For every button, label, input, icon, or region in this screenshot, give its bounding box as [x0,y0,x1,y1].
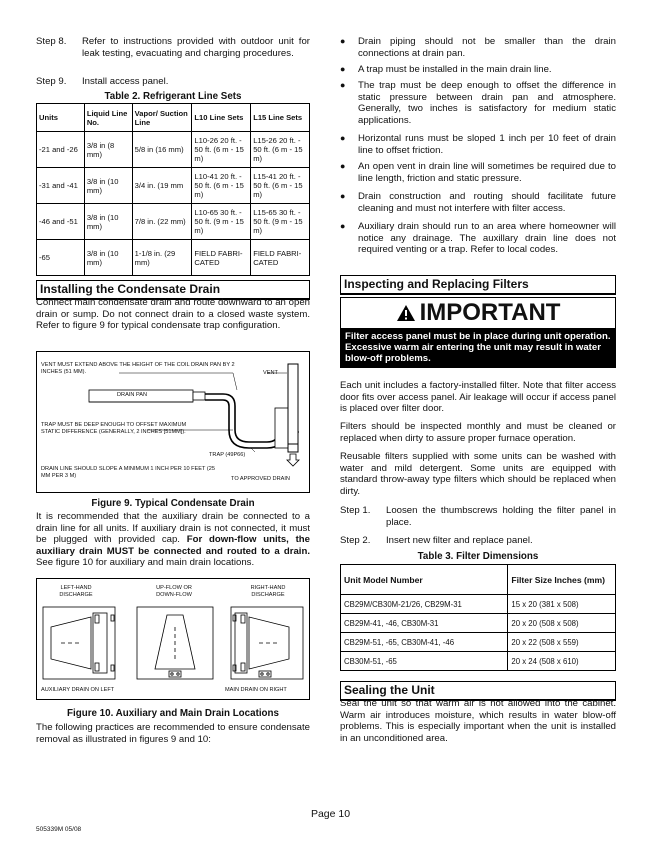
step-number: Step 2. [340,535,371,546]
bullet-dot: ● [340,191,346,201]
table-cell: L15-26 20 ft. - 50 ft. (6 m - 15 m) [251,132,310,168]
table-cell: CB29M/CB30M-21/26, CB29M-31 [341,595,508,614]
table-cell: CB30M-51, -65 [341,652,508,671]
table-cell: 3/8 in (10 mm) [84,204,132,240]
table-2-caption: Table 2. Refrigerant Line Sets [104,91,242,102]
bullet-text: Drain piping should not be smaller than the drain connections at drain pan. [358,36,616,59]
table-cell: -31 and -41 [37,168,85,204]
page-number: Page 10 [310,808,351,820]
condensate-intro: Connect main condensate drain and route downward to an open drain or sump. Do not connect drain to a closed waste system. Refer to figure 9 for typical condensate trap configuration. [36,297,310,332]
table-header: L10 Line Sets [192,104,251,132]
table-cell: FIELD FABRI- CATED [192,240,251,276]
table-header: Vapor/ Suction Line [132,104,192,132]
practices-paragraph: The following practices are recommended to ensure condensate removal as illustrated in figures 9 and 10: [36,722,310,745]
bullet-text: Auxiliary drain should run to an area where homeowner will notice any drainage. The auxillary drain line does not required venting or a trap. Refer to local codes. [358,221,616,256]
sealing-text: Seal the unit so that warm air is not allowed into the cabinet. Warm air introduces moisture, which results in water blow-off problems. This is especially important when the unit is installed in an unconditioned area. [340,698,616,744]
table-cell: L10-65 30 ft. - 50 ft. (9 m - 15 m) [192,204,251,240]
table-cell: 15 x 20 (381 x 508) [508,595,616,614]
table-header: Filter Size Inches (mm) [508,565,616,595]
table-cell: CB29M-51, -65, CB30M-41, -46 [341,633,508,652]
table-row [37,204,310,240]
slope-note-label: DRAIN LINE SHOULD SLOPE A MINIMUM 1 INCH PER 10 FEET (25 MM PER 3 M) [41,466,215,479]
table-header: Unit Model Number [341,565,508,595]
bullet-dot: ● [340,221,346,231]
vent-label: VENT [263,370,278,376]
warning-icon [396,304,416,322]
bullet-dot: ● [340,36,346,46]
table-cell: CB29M-41, -46, CB30M-31 [341,614,508,633]
step-text: Loosen the thumbscrews holding the filter panel in place. [386,505,616,528]
table-header: L15 Line Sets [251,104,310,132]
table-cell: 3/8 in (10 mm) [84,168,132,204]
aux-text-normal: It is recommended that the auxiliary drain be connected to a drain line for all units. If auxiliary drain is not connected, it must be plugged with provided cap. [36,511,310,546]
table-cell: 20 x 20 (508 x 508) [508,614,616,633]
table-row [37,168,310,204]
table-cell: 3/4 in. (19 mm [132,168,192,204]
auxiliary-drain-paragraph [36,511,310,569]
trap-label: TRAP (49P66) [209,452,246,458]
table-cell: 1-1/8 in. (29 mm) [132,240,192,276]
upflow-downflow-label: UP-FLOW OR DOWN-FLOW [156,585,192,598]
table-3-caption: Table 3. Filter Dimensions [417,551,539,562]
filter-para-1: Each unit includes a factory-installed filter. Note that filter access door fits over access panel. Air leakage will occur if access panel is placed over filter door. [340,380,616,415]
main-drain-right-label: MAIN DRAIN ON RIGHT [225,687,287,693]
table-cell: -65 [37,240,85,276]
figure-9-caption: Figure 9. Typical Condensate Drain [91,498,255,509]
table-cell: FIELD FABRI- CATED [251,240,310,276]
table-row [341,652,616,671]
step-text: Refer to instructions provided with outdoor unit for leak testing, evacuating and charging procedures. [82,36,310,59]
table-cell: -46 and -51 [37,204,85,240]
condensate-drain-heading: Installing the Condensate Drain [36,280,310,300]
filter-para-2: Filters should be inspected monthly and must be cleaned or replaced when dirty to assure proper furnace operation. [340,421,616,444]
step-text: Install access panel. [82,76,169,87]
right-hand-discharge-label: RIGHT-HAND DISCHARGE [250,585,286,598]
table-header: Liquid Line No. [84,104,132,132]
left-hand-discharge-label: LEFT-HAND DISCHARGE [59,585,93,598]
table-row [37,132,310,168]
table-cell: 20 x 24 (508 x 610) [508,652,616,671]
bullet-dot: ● [340,161,346,171]
figure-10-caption: Figure 10. Auxiliary and Main Drain Locations [67,708,279,719]
table-cell: -21 and -26 [37,132,85,168]
table-row [341,595,616,614]
table-cell: 7/8 in. (22 mm) [132,204,192,240]
table-cell: L10-41 20 ft. - 50 ft. (6 m - 15 m) [192,168,251,204]
table-cell: L10-26 20 ft. - 50 ft. (6 m - 15 m) [192,132,251,168]
filters-heading: Inspecting and Replacing Filters [340,275,616,295]
figure-9-condensate-drain [36,351,310,493]
table-cell: 5/8 in (16 mm) [132,132,192,168]
bullet-dot: ● [340,133,346,143]
important-notice-box [340,297,616,368]
table-row [341,633,616,652]
table-row [341,614,616,633]
table-row [37,240,310,276]
table-cell: 3/8 in (8 mm) [84,132,132,168]
filter-para-3: Reusable filters supplied with some units can be washed with water and mild detergent. Some units are equipped with standard throw-away type filters which should be replaced when dirty. [340,451,616,497]
bullet-text: Drain construction and routing should facilitate future cleaning and must not interfere with filter access. [358,191,616,214]
refrigerant-line-sets-table [36,103,310,276]
table-cell: L15-65 30 ft. - 50 ft. (9 m - 15 m) [251,204,310,240]
approved-drain-label: TO APPROVED DRAIN [231,476,290,482]
bullet-text: The trap must be deep enough to offset the difference in static pressure between drain pan and atmosphere. Generally, two inches is satisfactory for medium static applications. [358,80,616,126]
important-body: Filter access panel must be in place during unit operation. Excessive warm air entering the unit may result in water blow-off problems. [341,328,615,367]
step-number: Step 1. [340,505,371,516]
sealing-heading: Sealing the Unit [340,681,616,701]
drain-pan-label: DRAIN PAN [117,392,148,398]
trap-note-label: TRAP MUST BE DEEP ENOUGH TO OFFSET MAXIMUM STATIC DIFFERENCE (GENERALLY, 2 INCHES [51MM]). [41,422,187,435]
bullet-dot: ● [340,64,346,74]
step-number: Step 8. [36,36,67,47]
bullet-text: A trap must be installed in the main drain line. [358,64,552,75]
figure-10-drain-locations [36,578,310,700]
step-number: Step 9. [36,76,67,87]
step-text: Insert new filter and replace panel. [386,535,533,546]
important-title: IMPORTANT [419,299,561,326]
bullet-text: An open vent in drain line will sometimes be required due to line length, friction and static pressure. [358,161,616,184]
bullet-text: Horizontal runs must be sloped 1 inch per 10 feet of drain line to offset friction. [358,133,616,156]
table-cell: 3/8 in (10 mm) [84,240,132,276]
vent-note-label: VENT MUST EXTEND ABOVE THE HEIGHT OF THE COIL DRAIN PAN BY 2 INCHES (51 MM). [41,362,235,375]
aux-text-bold: For down-flow units, the auxiliary drain MUST be connected and routed to a drain. [36,534,310,557]
aux-text-end: See figure 10 for auxiliary and main drain locations. [36,557,255,569]
auxiliary-drain-left-label: AUXILIARY DRAIN ON LEFT [41,687,115,693]
important-header [341,298,615,328]
filter-dimensions-table [340,564,616,671]
bullet-dot: ● [340,80,346,90]
table-cell: 20 x 22 (508 x 559) [508,633,616,652]
table-cell: L15-41 20 ft. - 50 ft. (6 m - 15 m) [251,168,310,204]
document-code: 505339M 05/08 [36,826,82,833]
table-header: Units [37,104,85,132]
